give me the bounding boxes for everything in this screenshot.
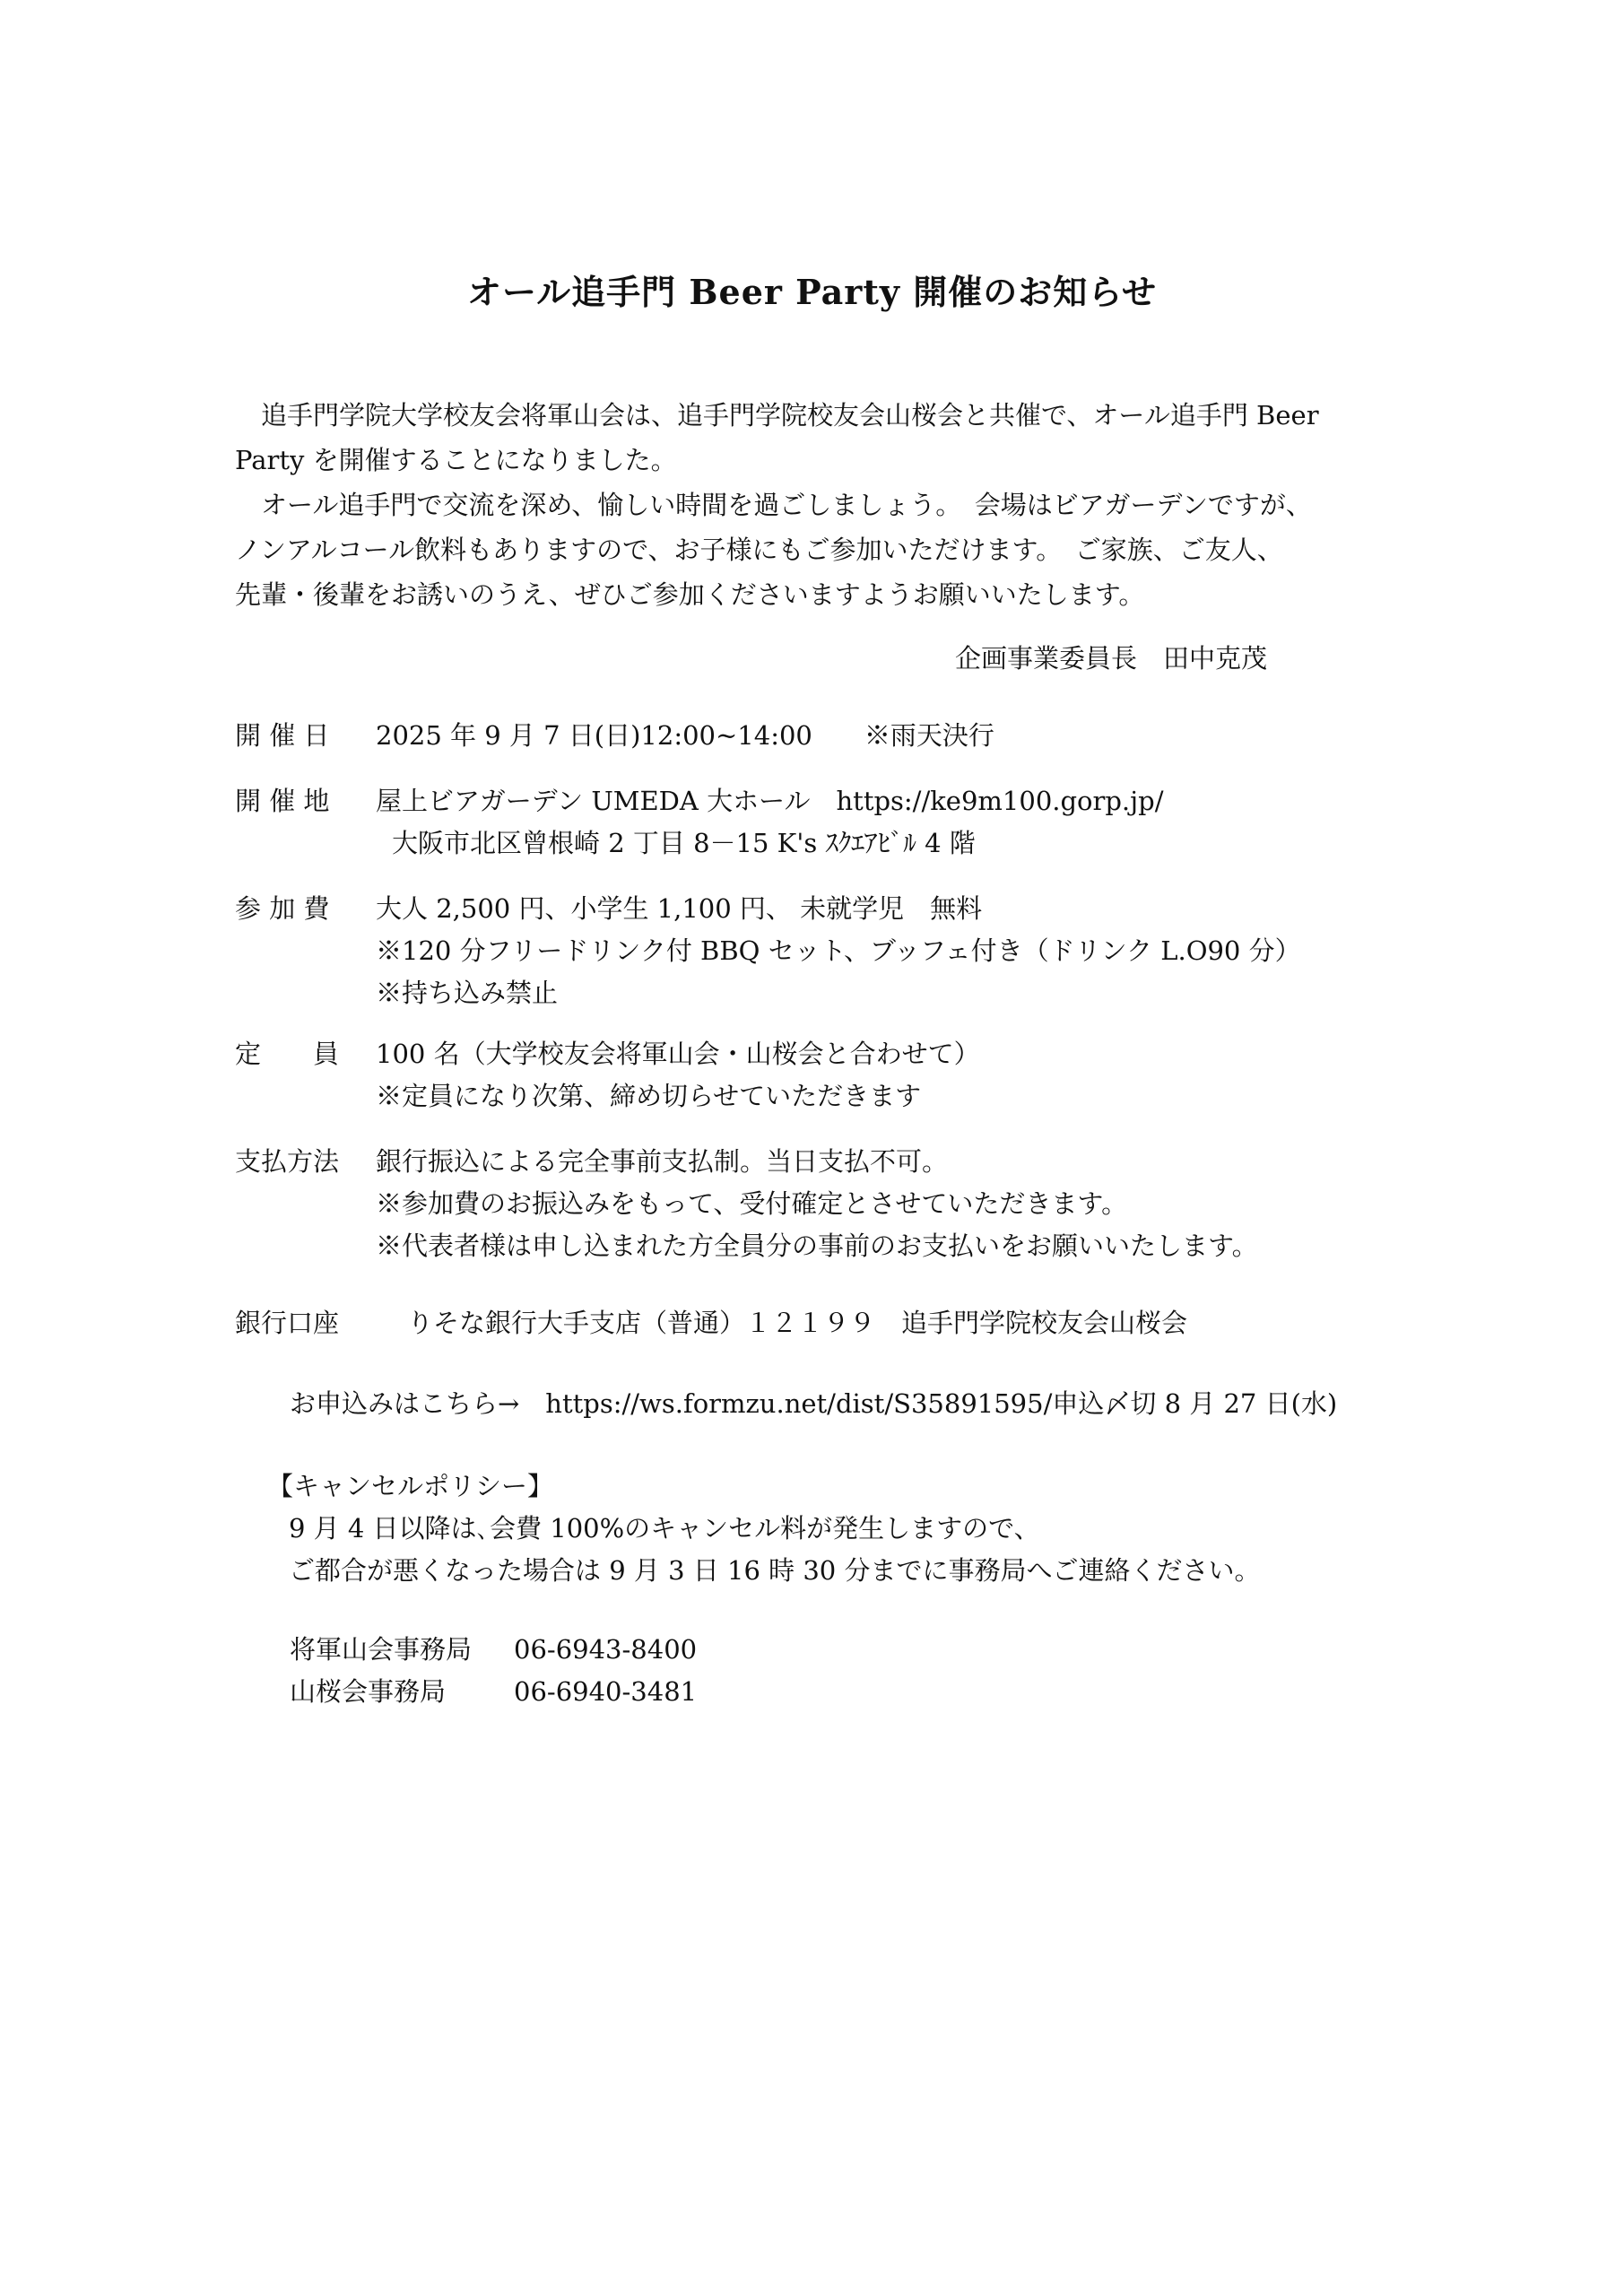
detail-capacity-note: ※定員になり次第、締め切らせていただきます	[376, 1081, 922, 1111]
detail-fee-note: ※持ち込み禁止	[376, 978, 559, 1008]
detail-payment-note: ※参加費のお振込みをもって、受付確定とさせていただきます。	[376, 1188, 1128, 1219]
detail-fee-content	[376, 888, 1301, 1014]
contact-name: 山桜会事務局	[290, 1676, 447, 1707]
contact-phone: 06-6940-3481	[514, 1676, 698, 1707]
intro-line: 先輩・後輩をお誘いのうえ、ぜひご参加くださいますようお願いいたします。	[235, 579, 1145, 610]
detail-payment-label: 支払方法	[235, 1146, 340, 1177]
intro-line: 追手門学院大学校友会将軍山会は、追手門学院校友会山桜会と共催で、オール追手門 Beer	[235, 400, 1319, 430]
cancel-policy-heading: 【キャンセルポリシー】	[267, 1471, 554, 1501]
document-title: オール追手門 Beer Party 開催のお知らせ	[466, 272, 1158, 312]
intro-line: ノンアルコール飲料もありますので、お子様にもご参加いただけます。 ご家族、ご友人、	[235, 535, 1283, 565]
bank-account-label: 銀行口座	[235, 1308, 340, 1338]
detail-date-label: 開 催 日	[235, 720, 330, 751]
detail-payment-content	[376, 1141, 1258, 1267]
intro-line: オール追手門で交流を深め、愉しい時間を過ごしましょう。 会場はビアガーデンですが、	[235, 490, 1312, 520]
detail-fee-note: ※120 分フリードリンク付 BBQ セット、ブッフェ付き（ドリンク L.O90 分）	[376, 935, 1301, 966]
bank-account-value: りそな銀行大手支店（普通）１２１９９ 追手門学院校友会山桜会	[407, 1308, 1188, 1338]
intro-paragraph	[235, 393, 1437, 617]
detail-capacity-content	[376, 1033, 980, 1118]
contact-phone: 06-6943-8400	[514, 1634, 698, 1665]
detail-capacity-label: 定 員	[235, 1039, 340, 1069]
cancel-policy-line: 9 月 4 日以降は､会費 100%のキャンセル料が発生しますので、	[289, 1513, 1040, 1544]
detail-fee-label: 参 加 費	[235, 893, 330, 924]
cancel-policy	[267, 1465, 1260, 1592]
detail-date-content	[376, 715, 994, 757]
contacts	[290, 1629, 697, 1713]
contact-yamazakura	[290, 1671, 697, 1713]
signature: 企画事業委員長 田中克茂	[955, 643, 1268, 674]
contact-shogunyama	[290, 1629, 697, 1671]
contact-name: 将軍山会事務局	[290, 1634, 473, 1665]
detail-payment-note: ※代表者様は申し込まれた方全員分の事前のお支払いをお願いいたします。	[376, 1231, 1258, 1261]
intro-line: Party を開催することになりました。	[235, 445, 677, 475]
detail-capacity-value: 100 名（大学校友会将軍山会・山桜会と合わせて）	[376, 1039, 980, 1069]
detail-date-value: 2025 年 9 月 7 日(日)12:00~14:00 ※雨天決行	[376, 720, 994, 751]
detail-payment-method: 銀行振込による完全事前支払制。当日支払不可。	[376, 1146, 949, 1177]
detail-fee-prices: 大人 2,500 円、小学生 1,100 円、 未就学児 無料	[376, 893, 983, 924]
detail-venue-name-url: 屋上ビアガーデン UMEDA 大ホール https://ke9m100.gorp.jp/	[376, 786, 1164, 816]
application-link: お申込みはこちら→ https://ws.formzu.net/dist/S35891595/申込〆切 8 月 27 日(水)	[290, 1388, 1338, 1419]
detail-venue-content	[376, 780, 1163, 865]
detail-venue-address: 大阪市北区曾根崎 2 丁目 8－15 K's ｽｸｴｱﾋﾞﾙ 4 階	[392, 828, 976, 858]
cancel-policy-line: ご都合が悪くなった場合は 9 月 3 日 16 時 30 分までに事務局へご連絡ください。	[289, 1555, 1261, 1586]
detail-venue-label: 開 催 地	[235, 786, 330, 816]
